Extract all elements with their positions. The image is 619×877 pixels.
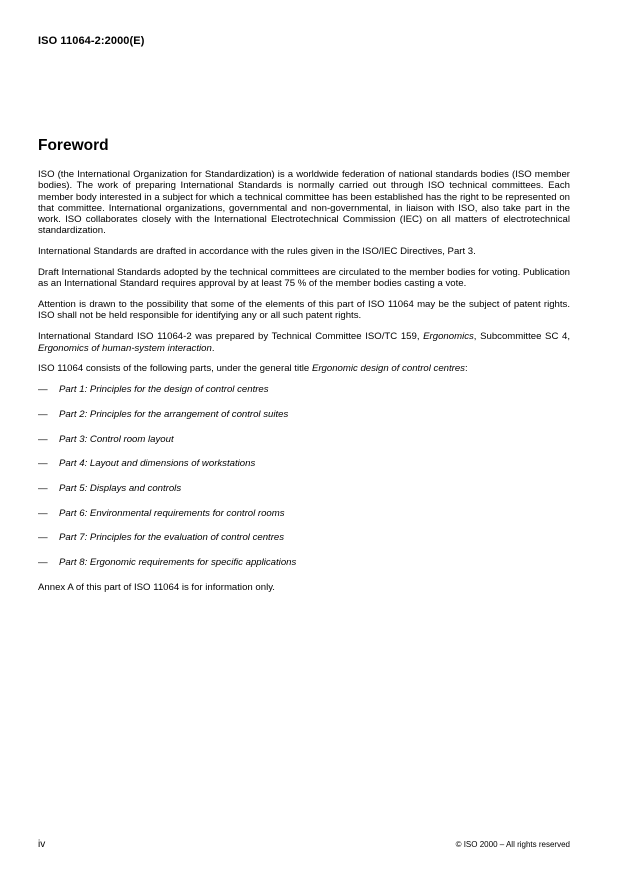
page-number: iv	[38, 839, 46, 850]
part-title: Part 5: Displays and controls	[59, 482, 182, 494]
list-dash: —	[38, 458, 48, 470]
parts-list	[38, 384, 570, 582]
preparation-lead-text: International Standard ISO 11064-2 was prepared by Technical Committee ISO/TC 159,	[38, 331, 424, 343]
foreword-heading: Foreword	[38, 137, 109, 154]
parts-list-item	[38, 557, 570, 582]
parts-list-item	[38, 384, 570, 409]
copyright-notice: © ISO 2000 – All rights reserved	[455, 840, 570, 849]
parts-intro-lead-text: ISO 11064 consists of the following parts, under the general title	[38, 363, 312, 375]
paragraph-annex: Annex A of this part of ISO 11064 is for information only.	[38, 581, 275, 593]
paragraph-parts-intro	[38, 363, 570, 374]
document-id-header: ISO 11064-2:2000(E)	[38, 35, 145, 47]
parts-list-item	[38, 434, 570, 459]
parts-list-item	[38, 458, 570, 483]
part-title: Part 7: Principles for the evaluation of control centres	[59, 532, 285, 544]
parts-intro-end-text: :	[464, 363, 468, 375]
paragraph-drafting-rules: International Standards are drafted in accordance with the rules given in the ISO/IEC Directives, Part 3.	[38, 246, 476, 258]
foreword-body	[38, 169, 570, 593]
list-dash: —	[38, 482, 48, 494]
preparation-mid-text: , Subcommittee SC 4,	[473, 331, 570, 343]
paragraph-voting: Draft International Standards adopted by the technical committees are circulated to the member bodies for voting. Publication as an International Standard requires approval by at least 75 % of the member bodies casting a vote.	[38, 267, 570, 290]
parts-list-item	[38, 409, 570, 434]
part-title: Part 4: Layout and dimensions of workstations	[59, 458, 256, 470]
list-dash: —	[38, 384, 48, 396]
paragraph-patent-rights: Attention is drawn to the possibility that some of the elements of this part of ISO 11064 may be the subject of patent rights. ISO shall not be held responsible for identifying any or all such patent rights.	[38, 299, 570, 322]
subcommittee-name: Ergonomics of human-system interaction	[38, 342, 212, 354]
part-title: Part 8: Ergonomic requirements for specific applications	[59, 556, 297, 568]
parts-list-item	[38, 508, 570, 533]
committee-name: Ergonomics	[423, 331, 474, 343]
list-dash: —	[38, 408, 48, 420]
list-dash: —	[38, 532, 48, 544]
list-dash: —	[38, 507, 48, 519]
parts-list-item	[38, 483, 570, 508]
preparation-end-text: .	[211, 342, 215, 354]
part-title: Part 6: Environmental requirements for control rooms	[59, 507, 285, 519]
parts-list-item	[38, 532, 570, 557]
paragraph-iso-overview: ISO (the International Organization for Standardization) is a worldwide federation of national standards bodies (ISO member bodies). The work of preparing International Standards is normally carried out through ISO technical committees. Each member body interested in a subject for which a technical committee has been established has the right to be represented on that committee. International organizations, governmental and non-governmental, in liaison with ISO, also take part in the work. ISO collaborates closely with the International Electrotechnical Commission (IEC) on all matters of electrotechnical standardization.	[38, 169, 570, 237]
part-title: Part 3: Control room layout	[59, 433, 174, 445]
paragraph-preparation	[38, 331, 570, 354]
general-title: Ergonomic design of control centres	[311, 363, 465, 375]
list-dash: —	[38, 433, 48, 445]
list-dash: —	[38, 556, 48, 568]
part-title: Part 2: Principles for the arrangement of control suites	[59, 408, 289, 420]
part-title: Part 1: Principles for the design of control centres	[59, 384, 269, 396]
